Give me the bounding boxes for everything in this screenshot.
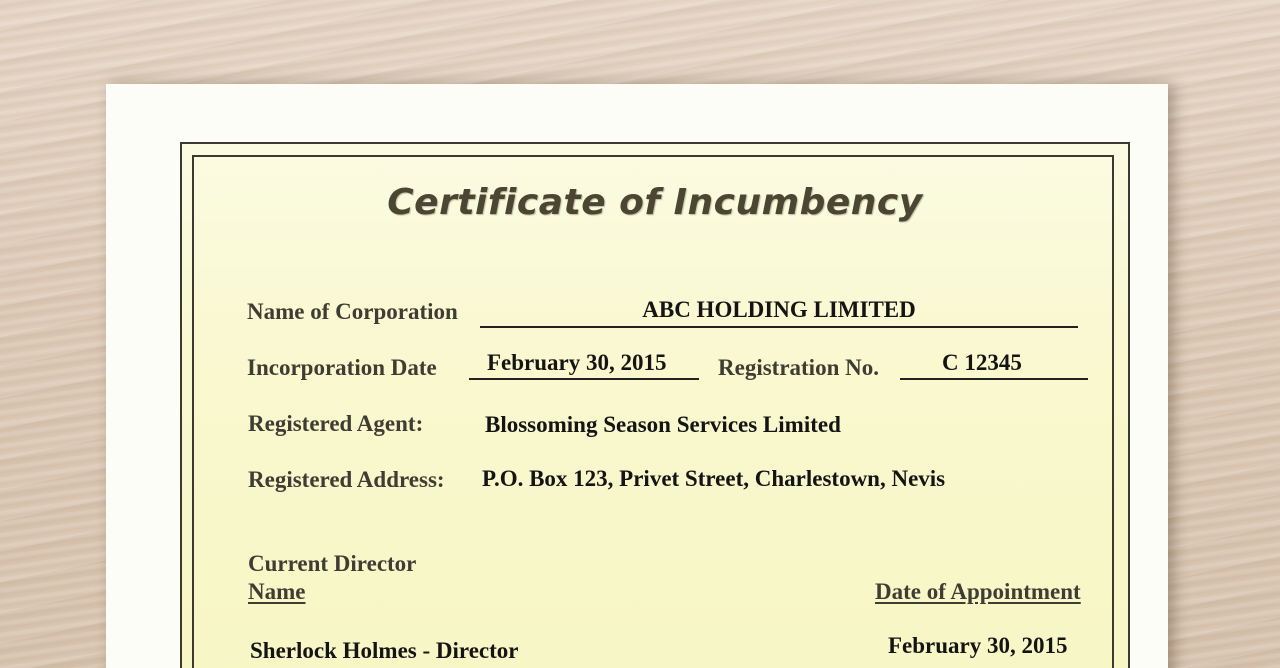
incorporation-date-value: February 30, 2015 — [487, 350, 667, 375]
registered-agent-value: Blossoming Season Services Limited — [485, 412, 841, 437]
registered-address-value: P.O. Box 123, Privet Street, Charlestown, Nevis — [482, 466, 946, 491]
name-of-corporation-value: ABC HOLDING LIMITED — [642, 297, 916, 322]
registration-no-label: Registration No. — [718, 355, 879, 380]
certificate-title: Certificate of Incumbency — [387, 182, 923, 223]
date-of-appointment-header: Date of Appointment — [875, 579, 1081, 604]
current-director-heading: Current Director — [248, 551, 417, 576]
certificate-paper — [106, 84, 1168, 668]
incorporation-date-line — [469, 378, 699, 380]
registered-agent-label: Registered Agent: — [248, 411, 424, 436]
registered-address-label: Registered Address: — [248, 467, 445, 492]
incorporation-date-label: Incorporation Date — [247, 355, 437, 380]
director-appointment-date: February 30, 2015 — [888, 633, 1068, 658]
registration-no-value: C 12345 — [942, 350, 1022, 375]
director-name: Sherlock Holmes - Director — [250, 638, 519, 663]
name-of-corporation-label: Name of Corporation — [247, 299, 458, 324]
registration-no-line — [900, 378, 1088, 380]
certificate-border-outer — [180, 142, 1130, 668]
name-column-header: Name — [248, 579, 306, 604]
name-of-corporation-line — [480, 326, 1078, 328]
